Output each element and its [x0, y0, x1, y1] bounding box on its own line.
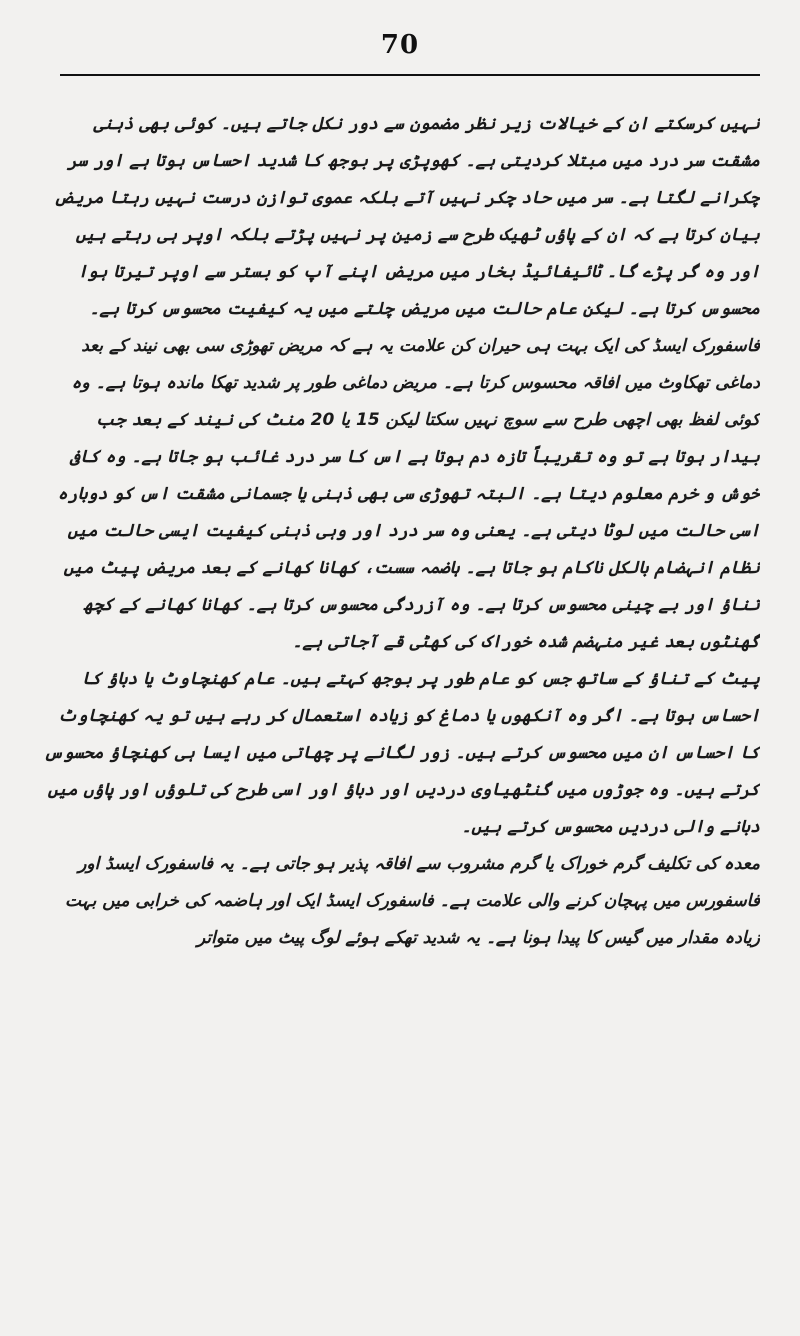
page-body: [42, 106, 760, 1321]
paragraph-1: نہیں کرسکتے ان کے خیالات زیر نظر مضمون سے دور نکل جاتے ہیں۔ کوئی بھی ذہنی مشقت سر درد میں مبتلا کردیتی ہے۔ کھوپڑی پر بوجھ کا شدید احساس ہوتا ہے اور سر چکرانے لگتا ہے۔ سر میں حاد چکر نہیں آتے بلکہ عموی توازن درست نہیں رہتا مریض بیان کرتا ہے کہ ان کے پاؤں ٹھیک طرح سے زمین پر نہیں پڑتے بلکہ اوپر ہی رہتے ہیں اور وہ گر پڑے گا۔ ٹائیفائیڈ بخار میں مریض اپنے آپ کو بستر سے اوپر تیرتا ہوا محسوس کرتا ہے۔ لیکن عام حالت میں مریض چلتے میں یہ کیفیت محسوس کرتا ہے۔: [53, 114, 760, 319]
paragraph-3: پیٹ کے تناؤ کے ساتھ جس کو عام طور پر بوجھ کہتے ہیں۔ عام کھنچاوٹ یا دباؤ کا احساس ہوتا ہے۔ اگر وہ آنکھوں یا دماغ کو زیادہ استعمال کر رہے ہیں تو یہ کھنچاوٹ کا احساس ان میں محسوس کرتے ہیں۔ زور لگانے پر چھاتی میں ایسا ہی کھنچاؤ محسوس کرتے ہیں۔ وہ جوڑوں میں گنٹھیاوی دردیں اور دباؤ اور اسی طرح کی تلوؤں اور پاؤں میں دبانے والی دردیں محسوس کرتے ہیں۔: [43, 669, 760, 837]
header-rule: [60, 74, 760, 76]
paragraph-4: معدہ کی تکلیف گرم خوراک یا گرم مشروب سے افاقہ پذیر ہو جاتی ہے۔ یہ فاسفورک ایسڈ اور فاسفورس میں پہچان کرنے والی علامت ہے۔ فاسفورک ایسڈ ایک اور ہاضمہ کی خرابی میں بہت زیادہ مقدار میں گیس کا پیدا ہونا ہے۔ یہ شدید تھکے ہوئے لوگ پیٹ میں متواتر: [64, 854, 760, 948]
paragraph-2: فاسفورک ایسڈ کی ایک بہت ہی حیران کن علامت یہ ہے کہ مریض تھوڑی سی بھی نیند کے بعد دماغی تھکاوٹ میں افاقہ محسوس کرتا ہے۔ مریض دماغی طور پر شدید تھکا ماندہ ہوتا ہے۔ وہ کوئی لفظ بھی اچھی طرح سے سوچ نہیں سکتا لیکن 15 یا 20 منٹ کی نیند کے بعد جب بیدار ہوتا ہے تو وہ تقریباً تازہ دم ہوتا ہے اس کا سر درد غائب ہو جاتا ہے۔ وہ کافی خوش و خرم معلوم دیتا ہے۔ البتہ تھوڑی سی بھی ذہنی یا جسمانی مشقت اس کو دوبارہ اسی حالت میں لوٹا دیتی ہے۔ یعنی وہ سر درد اور وہی ذہنی کیفیت ایسی حالت میں نظام انہضام بالکل ناکام ہو جاتا ہے۔ ہاضمہ سست، کھانا کھانے کے بعد مریض پیٹ میں تناؤ اور بے چینی محسوس کرتا ہے۔ وہ آزردگی محسوس کرتا ہے۔ کھانا کھانے کے کچھ گھنٹوں بعد غیر منہضم شدہ خوراک کی کھٹی قے آجاتی ہے۔: [57, 336, 760, 652]
page-number: 70: [380, 30, 420, 60]
